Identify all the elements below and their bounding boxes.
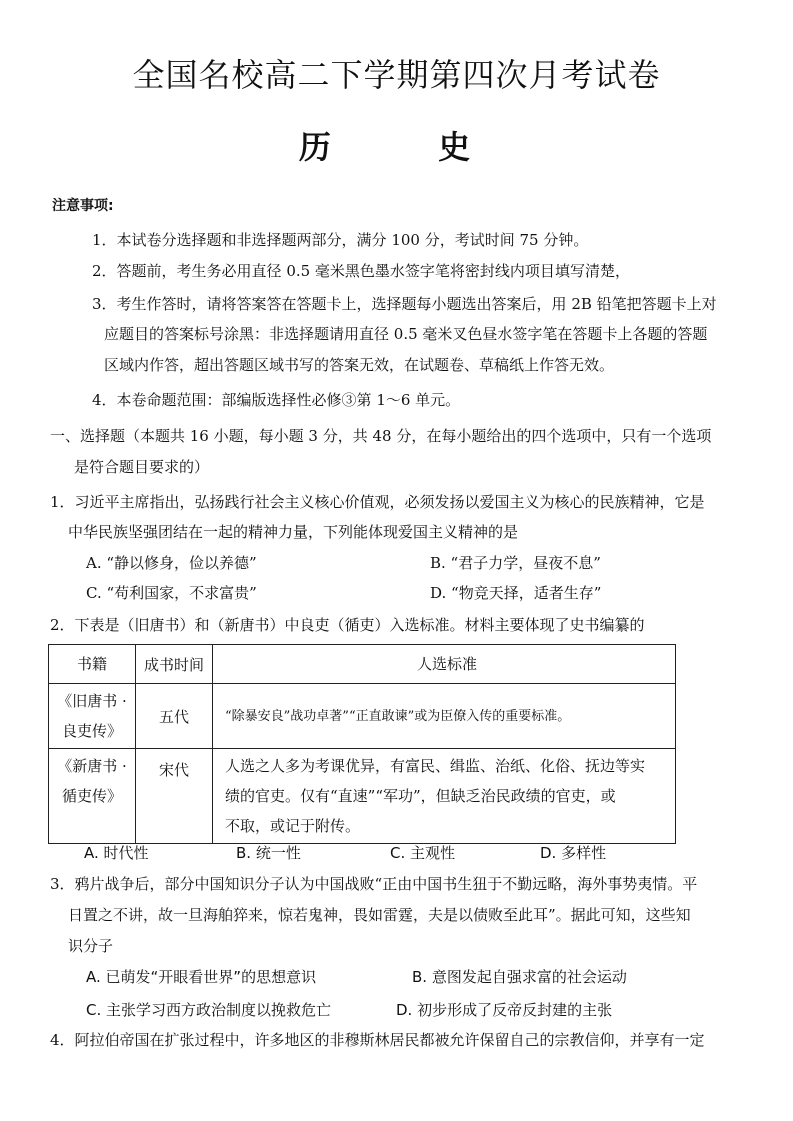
criteria-line: 人选之人多为考课优异，有富民、缉监、治纸、化俗、抚边等实 [225,757,646,775]
table-cell-time: 宋代 [136,749,213,844]
table-header-time: 成书时间 [136,645,213,684]
table-header-row [49,645,676,684]
question-3-stem: 3．鸦片战争后，部分中国知识分子认为中国战败“正由中国书生狃于不勤远略，海外事势夷情。平 [50,875,698,893]
table-row [49,684,676,749]
criteria-line: 绩的官吏。仅有“直速”“军功”，但缺乏治民政绩的官吏，或 [225,787,616,805]
book-title-line1: 《旧唐书 · [57,692,127,710]
criteria-line: 不取，或记于附传。 [225,817,361,835]
book-title-line1: 《新唐书 · [57,757,127,775]
question-1-stem-cont: 中华民族坚强团结在一起的精神力量，下列能体现爱国主义精神的是 [68,523,519,541]
notice-heading: 注意事项: [52,198,114,214]
book-title-line2: 循吏传》 [61,787,122,805]
subject-title: 历 史 [298,128,519,166]
notice-item-2: 2．答题前，考生务必用直径 0.5 毫米黑色墨水签字笔将密封线内项目填写清楚， [92,262,630,280]
section-heading: 一、选择题（本题共 16 小题，每小题 3 分，共 48 分，在每小题给出的四个选项中，只有一个选项 [50,427,712,445]
q3-option-a: A. 已萌发“开眼看世界”的思想意识 [86,968,317,986]
criteria-text: “除暴安良”战功卓著”“正直敢谏”或为臣僚入传的重要标准。 [225,709,571,724]
q1-option-d: D. “物竞天择，适者生存” [430,584,602,602]
table-cell-criteria [213,749,676,844]
notice-item-3-cont: 应题目的答案标号涂黑：非选择题请用直径 0.5 毫米叉色昼水签字笔在答题卡上各题的答题 [104,325,708,343]
q1-option-a: A. “静以修身，俭以养德” [86,554,257,572]
notice-item-1: 1．本试卷分选择题和非选择题两部分，满分 100 分，考试时间 75 分钟。 [92,231,589,249]
table-cell-book [49,749,136,844]
question-3-stem-cont2: 识分子 [68,937,114,955]
table-cell-time: 五代 [136,684,213,749]
notice-item-3: 3．考生作答时，请将答案答在答题卡上，选择题每小题选出答案后，用 2B 铅笔把答题卡上对 [92,295,717,313]
notice-item-4: 4．本卷命题范围：部编版选择性必修③第 1～6 单元。 [92,391,461,409]
q2-option-a: A. 时代性 [84,844,149,862]
q2-option-d: D. 多样性 [540,844,607,862]
section-heading-cont: 是符合题目要求的） [74,458,210,476]
page-title: 全国名校高二下学期第四次月考试卷 [132,56,661,94]
table-header-book: 书籍 [49,645,136,684]
table-row [49,749,676,844]
question-4-stem: 4．阿拉伯帝国在扩张过程中，许多地区的非穆斯林居民都被允许保留自己的宗教信仰，并享有一定 [50,1031,705,1049]
q1-option-b: B. “君子力学，昼夜不息” [430,554,601,572]
table-cell-book [49,684,136,749]
table-cell-criteria [213,684,676,749]
q1-option-c: C. “苟利国家，不求富贵” [86,584,257,602]
q3-option-c: C. 主张学习西方政治制度以挽救危亡 [86,1001,332,1019]
q3-option-b: B. 意图发起自强求富的社会运动 [412,968,627,986]
criteria-table [48,644,676,844]
table-header-criteria: 人选标准 [213,645,676,684]
question-1-stem: 1．习近平主席指出，弘扬践行社会主义核心价值观，必须发扬以爱国主义为核心的民族精神，它是 [50,493,705,511]
question-2-stem: 2．下表是（旧唐书）和（新唐书）中良吏（循吏）入选标准。材料主要体现了史书编纂的 [50,616,645,634]
notice-item-3-cont2: 区域内作答，超出答题区域书写的答案无效，在试题卷、草稿纸上作答无效。 [104,356,615,374]
q2-option-c: C. 主观性 [390,844,456,862]
book-title-line2: 良吏传》 [61,722,122,740]
question-3-stem-cont: 日置之不讲，故一旦海舶猝来，惊若鬼神，畏如雷霆，夫是以债败至此耳”。据此可知，这些知 [68,906,691,924]
q3-option-d: D. 初步形成了反帝反封建的主张 [396,1001,613,1019]
q2-option-b: B. 统一性 [236,844,301,862]
